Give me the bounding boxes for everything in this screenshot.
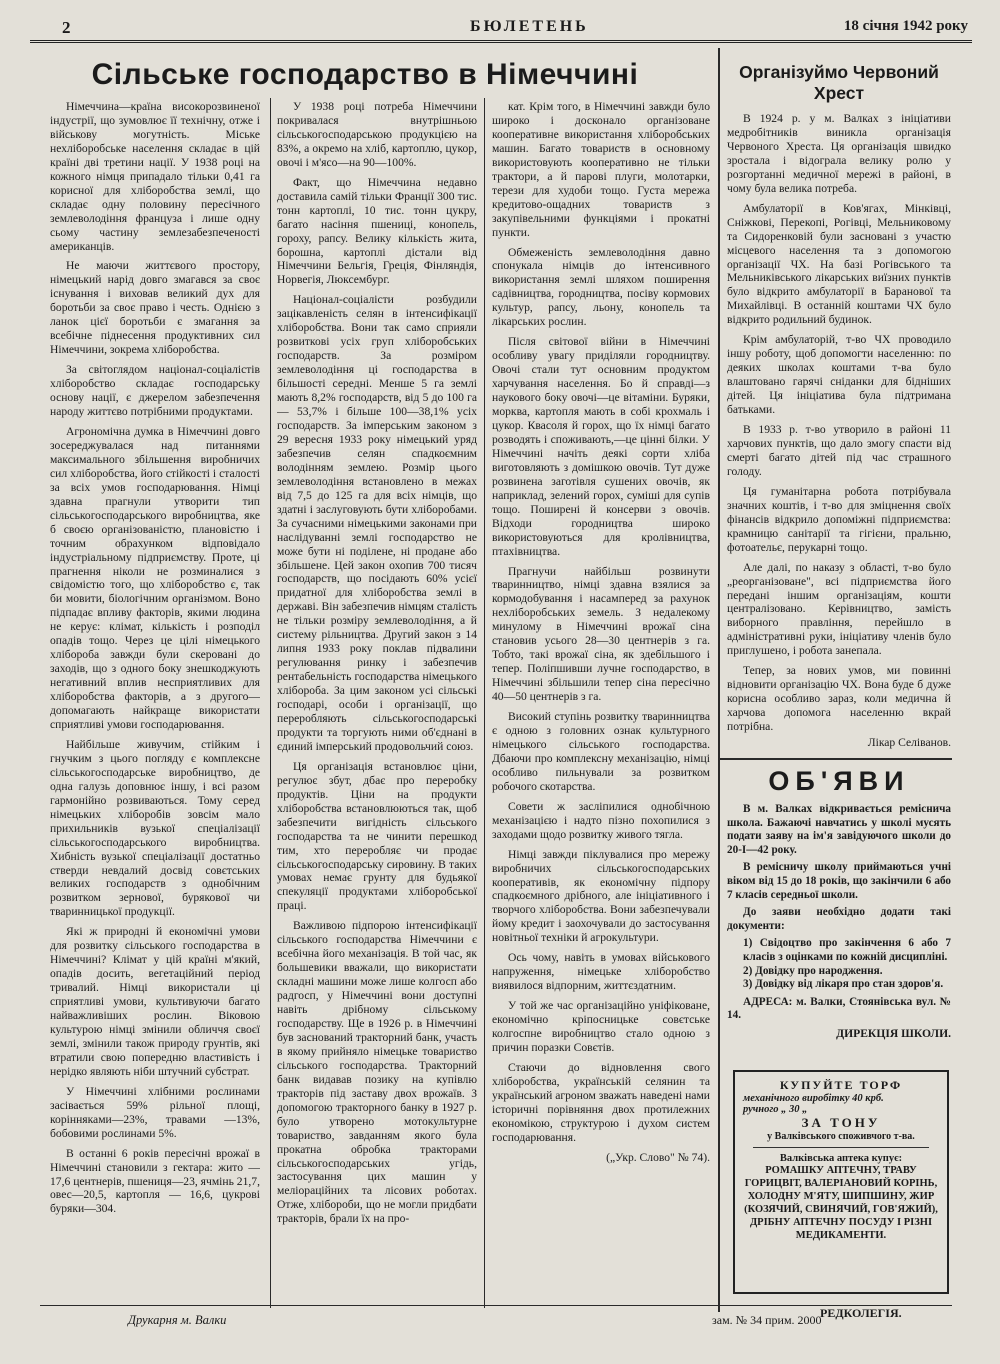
article-paragraph: Важливою підпорою інтенсифікації сільського господарства Німеччини є всебічна його механізація. В той час, як большевики вважали, що використати складні машини може лише колгосп або радгосп, у Німеччині вони доступні навіть дрібному сільському господарству. Ще в 1926 р. в Німеччині був заснований тракторний банк, участь в якому прийняло німецьке товариство сільського господарства. Тракторний банк видавав позику на купівлю тракторів під заставу двох врожаїв. З допомогою тракторного банку в 1927 р. було утворено мотокультурне товариство, завданням якого була прокатна обробка тракторами сільськогосподарських угідь, застосування цих машин у меліораційних та лісових роботах. Отже, хлібороби, що не могли придбати тракторів, брали їх на про- bbox=[277, 919, 477, 1226]
article-paragraph: Після світової війни в Німеччині особливу увагу приділяли городництву. Овочі стали тут основним продуктом харчування населення. Бо й справді—з наукового боку овочі—це вітаміни. Буряки, морква, картопля мають в собі крохмаль і цукор. Квасоля й горох, що їх німці багато розводять і споживають,—це цінні білки. У Німеччині начіть деякі сорти хліба виготовляють з домішкою овочів. Тут дуже розвинена заготівля сушених овочів, як наприклад, зелений горох, суміші для супів тощо. Поширені й консерви з овочів. Відходи городництва широко використовуються для кролівництва, птахівництва. bbox=[492, 335, 710, 558]
list-item: 3) Довідку від лікаря про стан здоров'я. bbox=[743, 978, 944, 991]
masthead bbox=[30, 14, 972, 43]
red-cross-paragraph: Але далі, по наказу з області, т-во було „реорганізоване", всі підприємства його передані іншим організаціям, кошти централізовано. Керівництво, замість виборного правління, перейшло в адміністративні руки, ініціативу членів було приглушено, і робота занепала. bbox=[727, 560, 951, 658]
issue-date: 18 січня 1942 року bbox=[843, 18, 968, 34]
article-paragraph: Націонал-соціалісти розбудили зацікавленість селян в інтенсифікації хліборобства. Вони так само сприяли розвиткові усіх груп хліборобських господарств. За розміром землеволодіння ці господарства в більшості середні. Менше 5 га землі мають 8,2% господарств, від 5 до 100 га — 53,7% і більше 100—38,1% усіх господарств. За імперським законом з 29 вересня 1933 року німецький уряд забезпечив селян спадкоємним володінням землею. Розмір цього землеволодіння встановлено в межах від 7,5 до 125 га для всіх німців, що здатні і заслуговують бути хліборобами. За сучасними німецькими законами при наслідуванні землі господарство не може бути ні поділене, ні продане або збільшене. Цей закон охопив 700 тисяч господарств, що посідають 60% усієї придатної для хліборобства землі в державі. Він забезпечив німцям сталість не тільки розміру землеволодіння, а й систему рільництва. Другий закон з 14 липня 1933 року поклав підвалини регулювання ринку і забезпечив рентабельність господарства німецького хлібороба. За цим законом усі сільські господарі, особи і організації, що переробляють сільськогосподарські продукти та торгують ними об'єднані в єдиний імперський продовольчий союз. bbox=[277, 293, 477, 753]
red-cross-paragraph: Тепер, за нових умов, ми повинні відновити організацію ЧХ. Вона буде б дуже корисна особливо зараз, коли медична й харчова допомога населенню вкрай потрібна. bbox=[727, 664, 951, 734]
pharmacy-items: РОМАШКУ АПТЕЧНУ, ТРАВУ ГОРИЦВІТ, ВАЛЕРІАНОВИЙ КОРІНЬ, ХОЛОДНУ М'ЯТУ, ШИПШИНУ, ЖИР (КОЗЯЧИЙ, СВИНЯЧИЙ, ГОВ'ЯЖИЙ), ДРІБНУ АПТЕЧНУ ПОСУДУ І РІЗНІ МЕДИКАМЕНТИ. bbox=[744, 1165, 938, 1241]
column-divider bbox=[270, 98, 271, 1308]
peat-price-line: ручного „ 30 „ bbox=[743, 1104, 808, 1115]
red-cross-paragraph: Амбулаторії в Ков'ягах, Мінківці, Сніжкові, Перекопі, Рогівці, Мельниковому та Сидоренковій були засновані з участю місцевого населення та з допомогою організації ЧХ. На базі Рогівського та Мельниківського лікарських виїзних пунктів було відкрито амбулаторії в Баранової та Михайлівці. В останній коштами ЧХ було відкрито родильний будинок. bbox=[727, 201, 951, 327]
article-paragraph: У Німеччині хлібними рослинами засівається 59% рільної площі, корінняками—23%, травами —13%, бобовими рослинами 5%. bbox=[50, 1084, 260, 1140]
article-column-2 bbox=[277, 100, 477, 1305]
page-number: 2 bbox=[62, 18, 71, 37]
editorial-board-signature: РЕДКОЛЕГІЯ. bbox=[820, 1306, 902, 1320]
article-column-3 bbox=[492, 100, 710, 1305]
peat-pharmacy-ad-box bbox=[733, 1070, 949, 1294]
red-cross-signature: Лікар Селіванов. bbox=[867, 736, 951, 750]
article-source-credit: („Укр. Слово" № 74). bbox=[606, 1150, 710, 1164]
article-paragraph: Які ж природні й економічні умови для розвитку сільського господарства в Німеччині? Клімат у цій країні м'який, опадів досить, вегетаційний період тривалий. Німці використали ці сприятливі умови, культивуючи багато найважливіших рослин. Віковою культурою німці змінили обличчя своєї землі, змінили також природу грунтів, які втратили свою попередню властивість і нерідко являють ніби штучний субстрат. bbox=[50, 925, 260, 1078]
peat-price-line: механічного виробітку 40 крб. bbox=[743, 1093, 884, 1104]
school-signature: ДИРЕКЦІЯ ШКОЛИ. bbox=[836, 1026, 951, 1040]
red-cross-paragraph: В 1924 р. у м. Валках з ініціативи медробітників виникла організація Червоного Хреста. Ця організація швидко зростала і відограла велику ролю у розгортанні медичної мережі в районі, в чому була велика потреба. bbox=[727, 112, 951, 195]
list-item: 1) Свідоцтво про закінчення 6 або 7 класів з оцінками по кожній дисципліні. bbox=[743, 937, 951, 963]
column-divider bbox=[484, 98, 485, 1308]
school-ad-paragraph: В м. Валках відкривається ремісничa школа. Бажаючі навчатись у школі мусять подати заяву на ім'я завідуючого школи до 20-І—42 року. bbox=[727, 803, 951, 856]
article-column-1 bbox=[50, 100, 260, 1305]
peat-per-ton: ЗА ТОНУ bbox=[801, 1115, 881, 1130]
school-address: АДРЕСА: м. Валки, Стоянівська вул. № 14. bbox=[727, 995, 951, 1022]
article-paragraph: У той же час організаційно уніфіковане, економічно кріпосницьке совєтське колгоспне виробництво стало одною з причин поразки Совєтів. bbox=[492, 999, 710, 1054]
article-paragraph: кат. Крім того, в Німеччині завжди було широко і досконало організоване кооперативне використання хліборобських машин. Багато товариств в основному використовують кооперативно не тільки трактори, а й парові плуги, молотарки, терези для худоби тощо. Густа мережа кредитово-ощадних товариств з закупівельними функціями і прокатні пункти. bbox=[492, 100, 710, 239]
red-cross-article bbox=[727, 58, 951, 758]
article-paragraph: Ось чому, навіть в умовах військового напруження, німецьке хліборобство виявилося відпорним, життєздатним. bbox=[492, 951, 710, 993]
pharmacy-intro: Валківська аптека купує: bbox=[779, 1153, 903, 1164]
list-item: 2) Довідку про народження. bbox=[743, 964, 883, 977]
article-paragraph: За світоглядом націонал-соціалістів хліборобство складає господарську основу нації, є джерелом забезпечення народу життєво потрібними продуктами. bbox=[50, 363, 260, 419]
article-paragraph: Не маючи життєвого простору, німецький нарід довго змагався за своє існування і виховав великий дух для боротьби за своє право і честь. Однією з ланок цієї боротьби є змагання за всебічне піднесення продуктивних сил Німеччини, зокрема хліборобства. bbox=[50, 259, 260, 357]
article-paragraph: Совети ж засліпилися однобічною механізацією і надто пізно похопилися з заходами щодо розвитку живого тягла. bbox=[492, 799, 710, 841]
red-cross-title: Організуймо Червоний Хрест bbox=[739, 62, 939, 103]
footer-rule bbox=[40, 1305, 952, 1306]
article-paragraph: Стаючи до відновлення свого хліборобства, українській селянин та український агроном зважать наведені нами історичні порівняння двох протилежних економікою, структурою і духом систем господарювання. bbox=[492, 1060, 710, 1144]
peat-seller: у Валківського споживчого т-ва. bbox=[767, 1131, 915, 1142]
divider bbox=[753, 1147, 929, 1148]
article-paragraph: Німці завжди піклувалися про мережу виробничих сільськогосподарських кооперативів, як економічну підпору спадкоємного дрібного, але ініціативного і творчого хліборобства. Вони забезпечували йому кредит і заохочували до застосування новітньої техніки й агрокультури. bbox=[492, 847, 710, 945]
printer-line: Друкарня м. Валки bbox=[128, 1313, 227, 1327]
ads-section bbox=[727, 762, 951, 1066]
article-paragraph: Прагнучи найбільш розвинути тваринництво, німці здавна взялися за кормодобування і насамперед за рахунок нехліборобських земель. З недалекому минулому в Німеччині врожаї сіна становив усього 28—30 центнерів з га. Тобто, такі врожаї сіна, як здебільшого і тепер. Поліпшивши лучне господарство, в Німеччині збільшили тепер сіна пересічно 40—50 центнерів з га. bbox=[492, 564, 710, 704]
school-ad-paragraph: В ремісничу школу приймаються учні віком від 15 до 18 років, що закінчили 6 або 7 класів середньої школи. bbox=[727, 861, 951, 901]
article-paragraph: Факт, що Німеччина недавно доставила самій тільки Франції 300 тис. тонн картоплі, 10 тис. тонн цукру, багато насіння пшениці, конопель, гороху, рапсу. Велику кількість жита, борошна, картоплі дістали від Німеччини Бельгія, Греція, Фінляндія, Норвегія, Люксембург. bbox=[277, 175, 477, 287]
article-paragraph: Обмеженість землеволодіння давно спонукала німців до інтенсивного використання землі шляхом поширення садівництва, городництва, посіву кормових культур, рапсу, льону, конопель та лікарських рослин. bbox=[492, 245, 710, 329]
article-paragraph: В останні 6 років пересічні врожаї в Німеччині становили з гектара: жито — 17,6 центнерів, пшениця—23, ячмінь 21,7, овес—20,5, картопля — 16,6, цукрові буряки—304. bbox=[50, 1146, 260, 1216]
peat-ad-title: КУПУЙТЕ ТОРФ bbox=[779, 1078, 903, 1092]
red-cross-paragraph: Ця гуманітарна робота потрібувала значних коштів, і т-во для зміцнення своїх фінансів відкрило допоміжні підприємства: крамницю санітарії та гігієни, пральню, фотоательє, перукарні тощо. bbox=[727, 484, 951, 554]
main-article-title: Сільське господарство в Німеччині bbox=[91, 58, 639, 91]
section-divider bbox=[720, 758, 952, 760]
column-divider bbox=[718, 48, 720, 1312]
article-paragraph: Високий ступінь розвитку тваринництва є одною з головних ознак культурного німецького сільського господарства. Дбаючи про комплексну механізацію, німці особливо пильнували за розвитком робочого скотарства. bbox=[492, 710, 710, 793]
required-documents-list bbox=[727, 937, 951, 991]
article-paragraph: У 1938 році потреба Німеччини покривалася внутрішньою сільськогосподарською продукцією на 83%, а окремо на хліб, картоплю, цукор, овочі і м'ясо—на 90—100%. bbox=[277, 100, 477, 169]
newspaper-title: БЮЛЕТЕНЬ bbox=[470, 18, 589, 35]
article-paragraph: Ця організація встановлює ціни, регулює збут, дбає про переробку продуктів. Ціни на продукти хліборобства встановлюються так, щоб забезпечити вигідність сільського господарства та не чинити перешкод тим, хто переробляє чи продає сільськогосподарську сировину. В таких умовах немає грунту для будьякої спекуляції продуктами хліборобської праці. bbox=[277, 759, 477, 913]
school-ad-paragraph: До заяви необхідно додати такі документи: bbox=[727, 906, 951, 932]
ads-title: ОБ'ЯВИ bbox=[768, 766, 910, 796]
red-cross-paragraph: В 1933 р. т-во утворило в районі 11 харчових пунктів, що дало змогу спасти від смерті багато дітей під час страшного голоду. bbox=[727, 423, 951, 478]
article-paragraph: Німеччина—країна високорозвиненої індустрії, що зумовлює її технічну, отже і військову могутність. Міське нехліборобське населення складає в цій країні дві третини нації. У 1938 році на кожного німця припадало тільки 0,41 га корисної для хліборобства землі, що складає одну половину пересічного землеволодіння француза і лише одну сьому частину землезабезпеченості американців. bbox=[50, 100, 260, 253]
red-cross-paragraph: Крім амбулаторій, т-во ЧХ проводило іншу роботу, щоб допомогти населенню: по деяких школах коштами т-ва було влаштовано гарячі сніданки для бідніших дітей. Ця ініціатива була підтримана батьками. bbox=[727, 333, 951, 417]
article-paragraph: Найбільше живучим, стійким і гнучким з цього погляду є комплексне сільськогосподарське виробництво, де одна галузь доповнює іншу, і всі разом гармонійно розвиваються. Тому серед німецьких хліборобів зовсім мало прихильників вузької спеціалізації сільськогосподарського виробництва. Хибність вузької спеціалізації достатньо стверди невдалий досвід совєтських великих господарств з однобічним розвитком зернової, бурякової чи тваринницької продукції. bbox=[50, 737, 260, 919]
article-paragraph: Агрономічна думка в Німеччині довго зосереджувалася над питаннями максимального збільшення виробничих сил хліборобства, його стійкості і сталості за всіх умов господарювання. Німці здавна прагнули утворити тип сільськогосподарського виробництва, яке б своєю організованістю, плановістю і точним обрахунком відповідало індустріальному підприємству. Проте, ці прагнення ніколи не розминалися з свідомістю того, що хліборобство є, так би мовити, біологічним організмом. Воно підпадає впливу факторів, якими людина не керує: клімат, кількість і розподіл опадів тощо. Через це цілі німецького хлібороба завжди були скеровані до заходів, що з одного боку знешкоджують негативний вплив несприятливих для хліборобства факторів, а з другого—допомагають найкраще використати сприятливі умови господарювання. bbox=[50, 424, 260, 731]
order-print-run: зам. № 34 прим. 2000 bbox=[712, 1313, 822, 1327]
